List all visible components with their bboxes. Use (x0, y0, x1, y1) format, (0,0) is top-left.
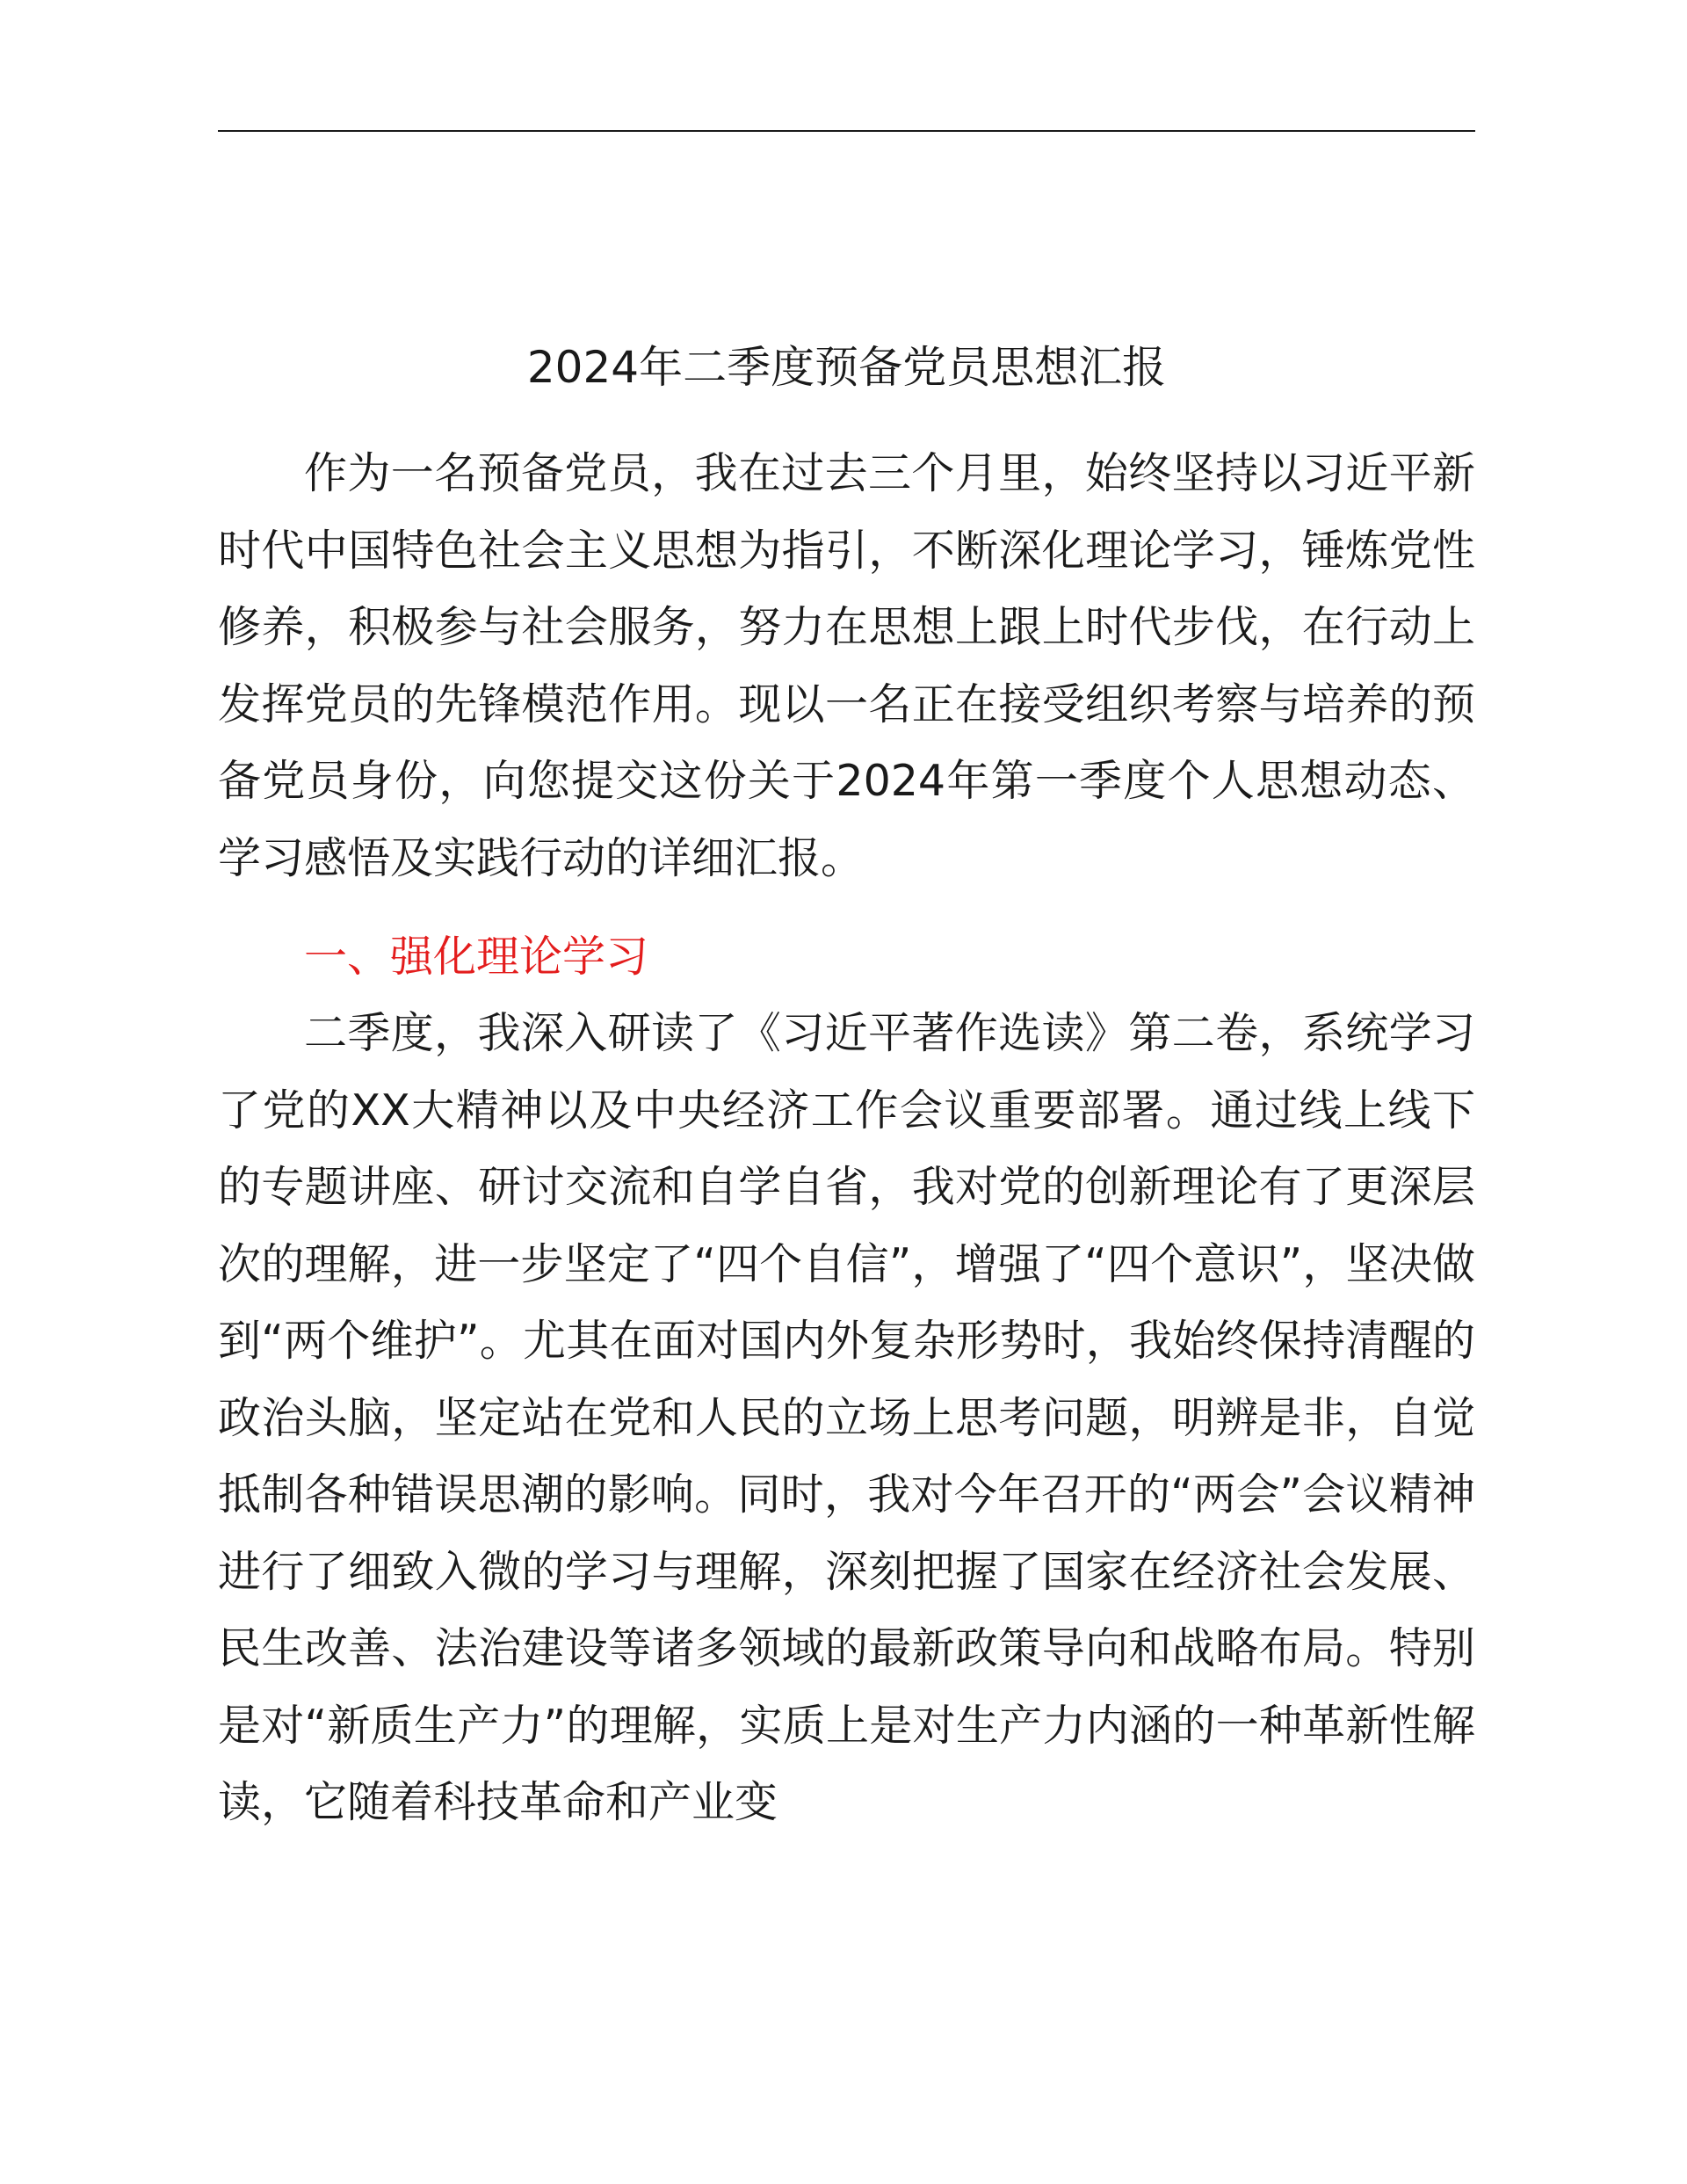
document-title: 2024年二季度预备党员思想汇报 (526, 342, 1167, 393)
intro-paragraph: 作为一名预备党员，我在过去三个月里，始终坚持以习近平新时代中国特色社会主义思想为指引，不断深化理论学习，锤炼党性修养，积极参与社会服务，努力在思想上跟上时代步伐，在行动上发挥党员的先锋模范作用。现以一名正在接受组织考察与培养的预备党员身份，向您提交这份关于2024年第一季度个人思想动态、学习感悟及实践行动的详细汇报。 (218, 448, 1475, 883)
header-rule (218, 130, 1475, 132)
section-paragraph: 二季度，我深入研读了《习近平著作选读》第二卷，系统学习了党的XX大精神以及中央经济工作会议重要部署。通过线上线下的专题讲座、研讨交流和自学自省，我对党的创新理论有了更深层次的理解，进一步坚定了“四个自信”，增强了“四个意识”，坚决做到“两个维护”。尤其在面对国内外复杂形势时，我始终保持清醒的政治头脑，坚定站在党和人民的立场上思考问题，明辨是非，自觉抵制各种错误思潮的影响。同时，我对今年召开的“两会”会议精神进行了细致入微的学习与理解，深刻把握了国家在经济社会发展、民生改善、法治建设等诸多领域的最新政策导向和战略布局。特别是对“新质生产力”的理解，实质上是对生产力内涵的一种革新性解读，它随着科技革命和产业变 (218, 1008, 1475, 1827)
section-heading: 一、强化理论学习 (304, 932, 649, 982)
